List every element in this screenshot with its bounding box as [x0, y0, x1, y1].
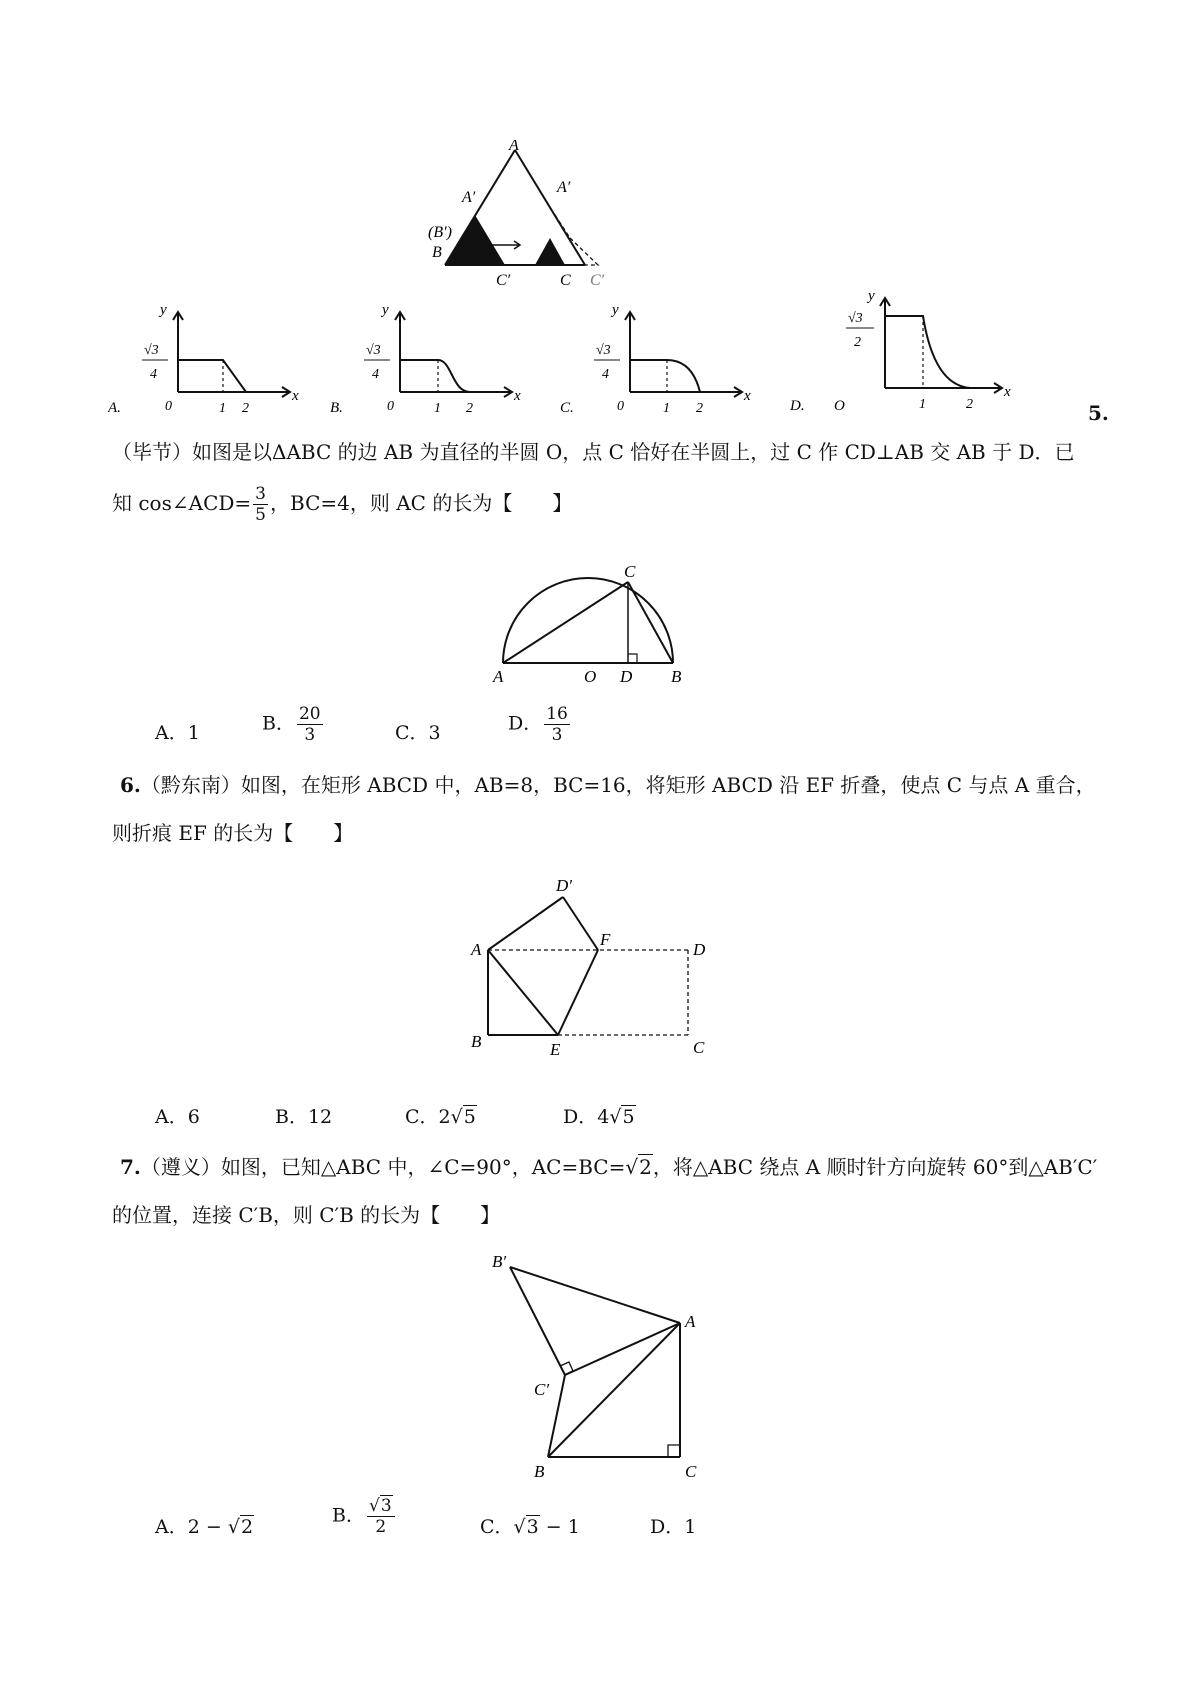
- graph-c-origin: 0: [617, 399, 624, 414]
- q7-option-b-num-rad: 3: [380, 1496, 392, 1516]
- q7-text-line2: 的位置，连接 C′B，则 C′B 的长为【 】: [112, 1203, 501, 1227]
- q5-bc-text: ，BC=4，则 AC 的长为【 】: [270, 491, 573, 515]
- q7-option-d: D．1: [650, 1516, 697, 1538]
- q5-option-b-den: 3: [304, 725, 316, 745]
- semicircle-label-D: D: [620, 667, 633, 685]
- graph-b-tick2: 2: [466, 401, 473, 416]
- graph-c-letter: C.: [560, 400, 574, 416]
- label-A-prime-left: A′: [462, 189, 476, 206]
- rotation-label-B-prime: B′: [492, 1252, 507, 1271]
- graph-b-ynum: √3: [366, 343, 381, 358]
- q5-option-d-label: D．: [508, 712, 543, 735]
- semicircle-label-B: B: [671, 667, 682, 685]
- label-A: A: [509, 140, 519, 154]
- q7-option-b-label: B．: [332, 1504, 365, 1527]
- q5-text-line1: （毕节）如图是以ΔABC 的边 AB 为直径的半圆 O，点 C 恰好在半圆上，过 C 作 CD⊥AB 交 AB 于 D．已: [112, 440, 1075, 464]
- graph-c-tick1: 1: [663, 401, 670, 416]
- graph-d-y-label: y: [868, 290, 875, 304]
- q6-option-d-label: D．: [563, 1106, 598, 1128]
- label-A-prime-right: A′: [557, 179, 571, 196]
- graph-b-x-label: x: [514, 388, 521, 404]
- q5-option-b-label: B．: [262, 712, 295, 735]
- label-B-prime: (B′): [428, 224, 452, 241]
- q7-option-b-num: √3: [367, 1496, 395, 1517]
- semicircle-label-A: A: [493, 667, 504, 685]
- q5-fraction: [253, 484, 268, 525]
- q7-option-b-den: 2: [375, 1517, 387, 1537]
- graph-a-y-label: y: [160, 302, 167, 318]
- rectangle-fold-figure: [468, 875, 718, 1060]
- label-C: C: [560, 272, 571, 289]
- fold-label-B: B: [471, 1032, 482, 1051]
- q7-option-c-post: − 1: [539, 1516, 580, 1538]
- q5-frac-num: 3: [255, 484, 266, 504]
- q7-option-a: A．2 − √2: [155, 1516, 254, 1538]
- graph-d-tick1: 1: [919, 397, 926, 412]
- q7-line1-rad: 2: [639, 1155, 652, 1179]
- q5-option-b-fraction: [297, 704, 323, 745]
- graph-option-c: [560, 300, 760, 420]
- q5-option-d-fraction: [544, 704, 570, 745]
- rotation-label-B: B: [534, 1462, 545, 1480]
- graph-option-b: [330, 300, 530, 420]
- rotation-label-C-prime: C′: [534, 1380, 550, 1399]
- graph-c-y-label: y: [612, 302, 619, 318]
- graph-d-x-label: x: [1004, 384, 1011, 400]
- graph-option-d: [790, 290, 1020, 420]
- graph-a-tick1: 1: [219, 401, 226, 416]
- label-C-prime-right: C′: [590, 272, 605, 289]
- graph-a-letter: A.: [108, 400, 121, 416]
- fold-label-E: E: [550, 1040, 561, 1059]
- graph-c-tick2: 2: [696, 401, 703, 416]
- q7-text-line1: 7.（遵义）如图，已知△ABC 中，∠C=90°，AC=BC=√2，将△ABC 绕点 A 顺时针方向旋转 60°到△AB′C′: [120, 1155, 1098, 1179]
- rotation-figure: [480, 1245, 730, 1480]
- graph-b-letter: B.: [330, 400, 343, 416]
- q7-line1-b: ，将△ABC 绕点 A 顺时针方向旋转 60°到△AB′C′: [652, 1155, 1098, 1179]
- q6-option-d-rad: 5: [622, 1106, 635, 1128]
- q6-option-c-rad: 5: [463, 1106, 476, 1128]
- q6-option-c-coef: 2: [438, 1106, 451, 1128]
- label-C-prime: C′: [496, 272, 511, 289]
- graph-a-yden: 4: [150, 367, 157, 382]
- fold-label-A: A: [471, 940, 482, 959]
- q5-cos-text: 知 cos∠ACD=: [112, 491, 252, 515]
- q5-option-d: [508, 704, 572, 745]
- q7-option-a-rad: 2: [240, 1516, 254, 1538]
- q6-text-line2: 则折痕 EF 的长为【 】: [112, 821, 354, 845]
- q7-option-a-label: A．: [155, 1516, 188, 1538]
- triangle-translation-figure: [420, 140, 640, 290]
- graph-option-a: [108, 300, 308, 420]
- q7-line1-a: （遵义）如图，已知△ABC 中，∠C=90°，AC=BC=: [140, 1155, 626, 1179]
- graph-c-yden: 4: [602, 367, 609, 382]
- q7-option-b-fraction: [367, 1496, 395, 1537]
- semicircle-figure: [488, 555, 723, 685]
- q5-option-a: A．1: [155, 722, 200, 744]
- fold-label-C: C: [693, 1038, 705, 1057]
- q5-option-b: [262, 704, 325, 745]
- q5-frac-den: 5: [255, 505, 266, 525]
- q6-option-c-label: C．: [405, 1106, 439, 1128]
- q6-option-d: D．4√5: [563, 1106, 635, 1128]
- graph-d-yden: 2: [854, 335, 861, 350]
- q7-option-a-pre: 2 −: [187, 1516, 228, 1538]
- q5-number: 5.: [1088, 401, 1109, 425]
- graph-c-ynum: √3: [596, 343, 611, 358]
- graph-d-letter: D.: [790, 398, 805, 414]
- rotation-label-C: C: [685, 1462, 697, 1480]
- semicircle-label-C: C: [624, 562, 636, 581]
- q7-number: 7.: [120, 1155, 141, 1179]
- graph-b-yden: 4: [372, 367, 379, 382]
- fold-label-F: F: [600, 930, 611, 949]
- fold-label-D-prime: D′: [556, 876, 572, 895]
- q7-option-c: C．√3 − 1: [480, 1516, 580, 1538]
- q6-option-c: C．2√5: [405, 1106, 476, 1128]
- graph-a-origin: 0: [165, 399, 172, 414]
- graph-a-tick2: 2: [242, 401, 249, 416]
- q5-option-d-den: 3: [551, 725, 563, 745]
- graph-d-origin: O: [834, 398, 845, 414]
- graph-a-ynum: √3: [144, 343, 159, 358]
- q6-option-d-coef: 4: [597, 1106, 610, 1128]
- q5-option-b-num: 20: [298, 704, 321, 724]
- graph-a-x-label: x: [292, 388, 299, 404]
- semicircle-label-O: O: [584, 667, 597, 685]
- q6-line1-text: （黔东南）如图，在矩形 ABCD 中，AB=8，BC=16，将矩形 ABCD 沿 EF 折叠，使点 C 与点 A 重合，: [140, 773, 1096, 797]
- q6-text-line1: [120, 770, 1096, 800]
- q5-text-line2: [112, 484, 572, 525]
- q5-option-d-num: 16: [546, 704, 568, 724]
- graph-b-y-label: y: [382, 302, 389, 318]
- graph-b-origin: 0: [387, 399, 394, 414]
- label-B: B: [432, 244, 442, 261]
- q6-option-b: B．12: [275, 1106, 333, 1128]
- q6-number: 6.: [120, 773, 141, 797]
- rotation-label-A: A: [685, 1312, 696, 1331]
- graph-b-tick1: 1: [434, 401, 441, 416]
- q7-option-c-label: C．: [480, 1516, 514, 1538]
- q5-option-c: C．3: [395, 722, 441, 744]
- q7-option-b: [332, 1496, 397, 1537]
- graph-d-ynum: √3: [848, 311, 863, 326]
- q6-option-a: A．6: [155, 1106, 200, 1128]
- graph-d-tick2: 2: [966, 397, 973, 412]
- fold-label-D: D: [693, 940, 706, 959]
- graph-c-x-label: x: [744, 388, 751, 404]
- q7-option-c-rad: 3: [526, 1516, 539, 1538]
